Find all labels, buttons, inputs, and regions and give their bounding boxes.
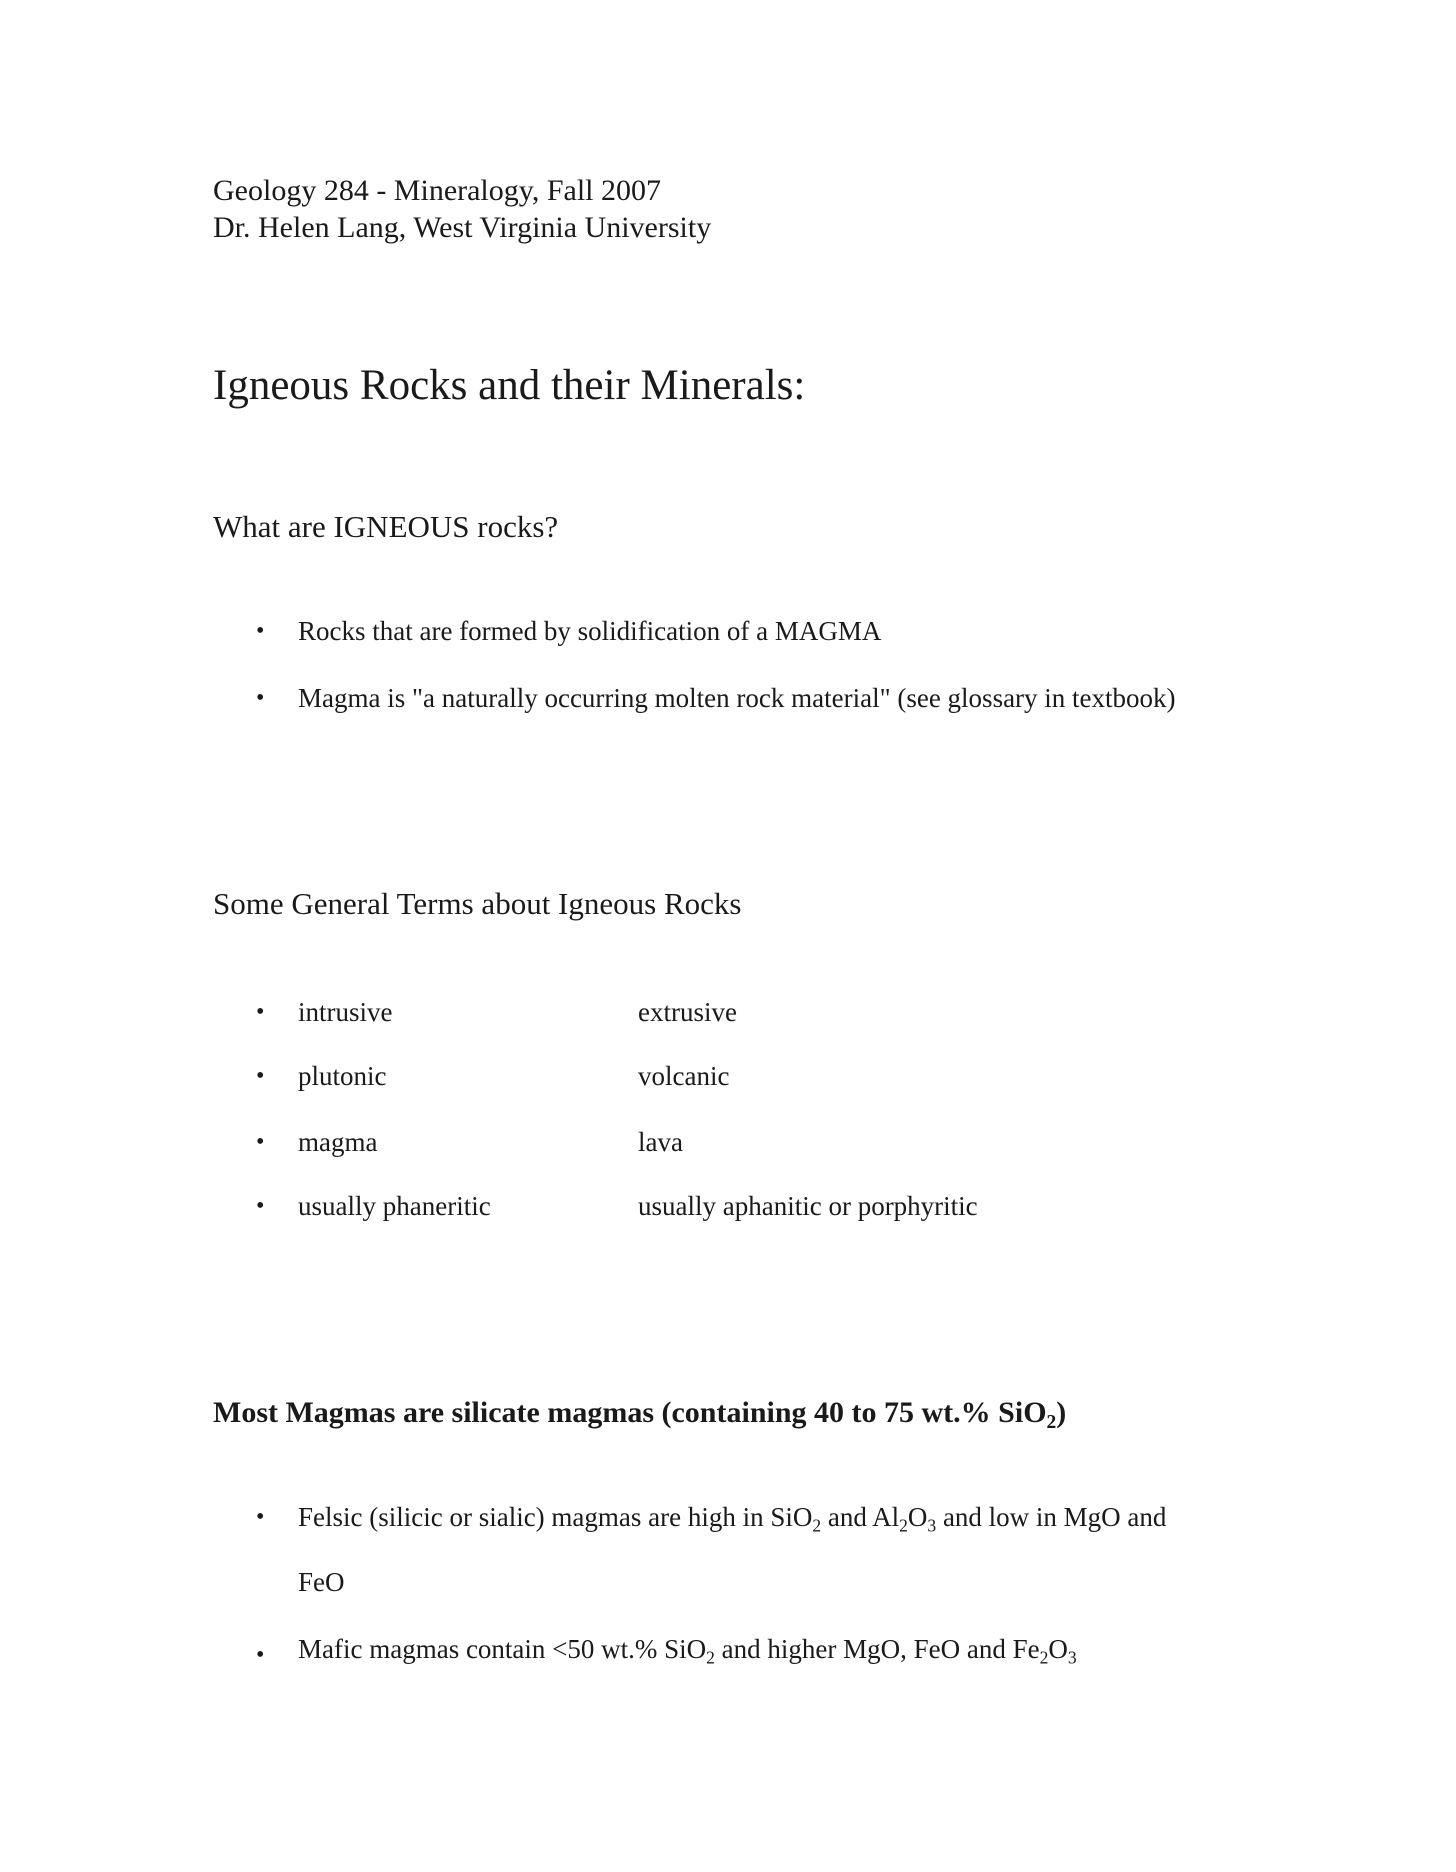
bullet-icon: •: [256, 1642, 265, 1668]
text-run: O: [1048, 1634, 1068, 1664]
term-right: usually aphanitic or porphyritic: [638, 1191, 978, 1221]
bullet-icon: •: [256, 1129, 265, 1155]
bullet-icon: •: [256, 1193, 265, 1219]
term-left: usually phaneritic: [298, 1191, 491, 1221]
bullet-icon: •: [256, 999, 265, 1025]
term-right: extrusive: [638, 997, 737, 1027]
term-right: lava: [638, 1127, 683, 1157]
subscript: 2: [1046, 1411, 1057, 1433]
subscript: 3: [1067, 1647, 1077, 1668]
bullet-icon: •: [256, 1063, 265, 1089]
term-left: intrusive: [298, 997, 393, 1027]
text-run: O: [907, 1502, 928, 1532]
subscript: 2: [706, 1647, 715, 1668]
heading-text-end: ): [1056, 1396, 1067, 1429]
subscript: 2: [812, 1515, 822, 1536]
text-run: and low in MgO and: [936, 1502, 1167, 1532]
document-title: Igneous Rocks and their Minerals:: [213, 362, 806, 409]
author-line: Dr. Helen Lang, West Virginia University: [213, 211, 712, 244]
text-run: and Al: [821, 1502, 900, 1532]
term-left: plutonic: [298, 1061, 387, 1091]
text-run: Mafic magmas contain <50 wt.% SiO: [298, 1634, 707, 1664]
bullet-icon: •: [256, 685, 265, 711]
section-heading-general-terms: Some General Terms about Igneous Rocks: [213, 886, 742, 921]
bullet-icon: •: [256, 1504, 265, 1530]
list-item-text: Magma is "a naturally occurring molten rock material" (see glossary in textbook): [298, 683, 1176, 713]
section-heading-igneous-rocks: What are IGNEOUS rocks?: [213, 509, 559, 544]
subscript: 2: [899, 1515, 908, 1536]
bullet-icon: •: [256, 618, 265, 644]
term-left: magma: [298, 1127, 378, 1157]
list-item-text: FeO: [298, 1567, 345, 1597]
list-item-text: Rocks that are formed by solidification of a MAGMA: [298, 616, 882, 646]
subscript: 2: [1039, 1647, 1049, 1668]
document-header: [213, 172, 711, 246]
heading-text: Most Magmas are silicate magmas (containing 40 to 75 wt.% SiO: [213, 1396, 1047, 1429]
section-heading-silicate-magmas: [213, 1394, 1066, 1432]
text-run: Felsic (silicic or sialic) magmas are high in SiO: [298, 1502, 813, 1532]
term-right: volcanic: [638, 1061, 730, 1091]
subscript: 3: [927, 1515, 937, 1536]
text-run: and higher MgO, FeO and Fe: [714, 1634, 1040, 1664]
list-item-text: [298, 1632, 1077, 1666]
list-item-text: [298, 1500, 1166, 1534]
course-line: Geology 284 - Mineralogy, Fall 2007: [213, 174, 661, 207]
